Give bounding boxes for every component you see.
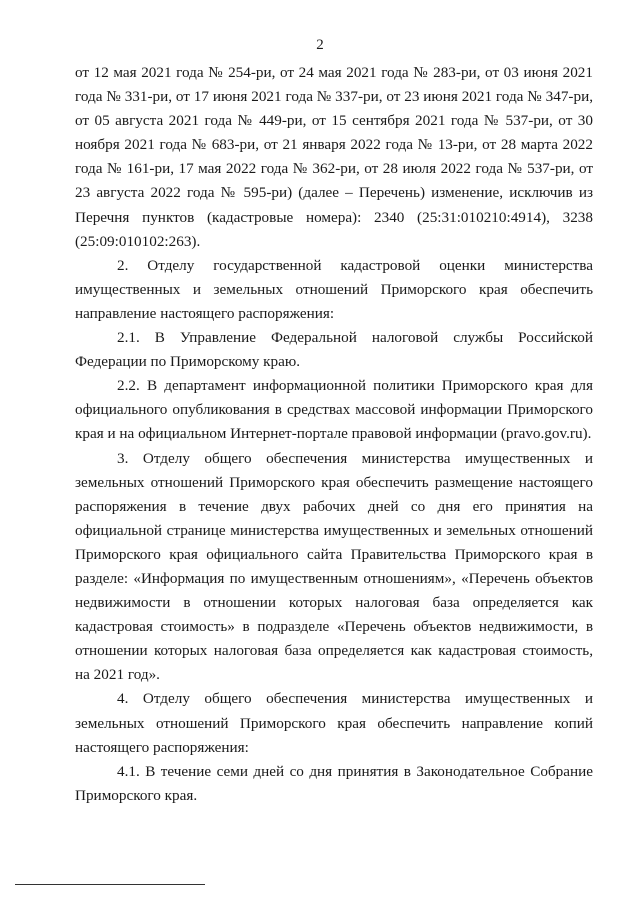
paragraph-3: 3. Отделу общего обеспечения министерства имущественных и земельных отношений Приморского края обеспечить размещение настоящего распоряжения в течение двух рабочих дней со дня его принятия на официальной странице министерства имущественных и земельных отношений Приморского края официального сайта Правительства Приморского края в разделе: «Информация по имущественным отношениям», «Перечень объектов недвижимости в отношении которых налоговая база определяется как кадастровая стоимость» в подразделе «Перечень объектов недвижимости, в отношении которых налоговая база определяется как кадастровая стоимость, на 2021 год». bbox=[75, 449, 593, 684]
paragraph-4-1: 4.1. В течение семи дней со дня принятия в Законодательное Собрание Приморского края. bbox=[75, 762, 593, 804]
footer-divider bbox=[15, 884, 205, 885]
page-number: 2 bbox=[316, 37, 324, 53]
paragraph-2-2: 2.2. В департамент информационной политики Приморского края для официального опубликования в средствах массовой информации Приморского края и на официальном Интернет-портале правовой информации (pravo.gov.ru). bbox=[75, 377, 593, 443]
paragraph-4: 4. Отделу общего обеспечения министерства имущественных и земельных отношений Приморского края обеспечить направление копий настоящего распоряжения: bbox=[75, 690, 593, 756]
paragraph-2: 2. Отделу государственной кадастровой оценки министерства имущественных и земельных отношений Приморского края обеспечить направление настоящего распоряжения: bbox=[75, 256, 593, 322]
paragraph-continuation: от 12 мая 2021 года № 254-ри, от 24 мая 2021 года № 283-ри, от 03 июня 2021 года № 331-ри, от 17 июня 2021 года № 337-ри, от 23 июня 2021 года № 347-ри, от 05 августа 2021 года № 449-ри, от 15 сентября 2021 года № 537-ри, от 30 ноября 2021 года № 683-ри, от 21 января 2022 года № 13-ри, от 28 марта 2022 года № 161-ри, 17 мая 2022 года № 362-ри, от 28 июля 2022 года № 537-ри, от 23 августа 2022 года № 595-ри) (далее – Перечень) изменение, исключив из Перечня пунктов (кадастровые номера): 2340 (25:31:010210:4914), 3238 (25:09:010102:263). bbox=[75, 64, 593, 250]
paragraph-2-1: 2.1. В Управление Федеральной налоговой службы Российской Федерации по Приморскому краю. bbox=[75, 329, 593, 371]
document-body bbox=[75, 61, 593, 808]
